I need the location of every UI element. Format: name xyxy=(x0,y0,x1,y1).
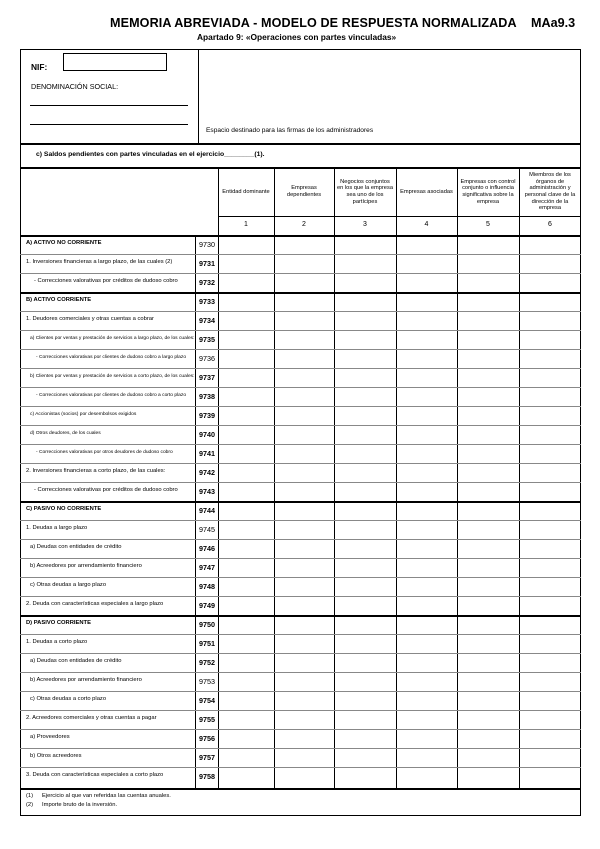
row-label: 1. Deudas a corto plazo xyxy=(26,639,88,646)
input-cell[interactable] xyxy=(219,445,274,463)
input-cell[interactable] xyxy=(458,616,519,634)
input-cell[interactable] xyxy=(397,312,457,330)
header-divider xyxy=(218,216,581,217)
input-cell[interactable] xyxy=(219,559,274,577)
denominacion-line-1[interactable] xyxy=(30,105,188,106)
input-cell[interactable] xyxy=(520,350,581,368)
input-cell[interactable] xyxy=(275,255,334,273)
input-cell[interactable] xyxy=(458,711,519,729)
input-cell[interactable] xyxy=(275,597,334,615)
input-cell[interactable] xyxy=(397,426,457,444)
row-code: 9737 xyxy=(199,373,215,382)
input-cell[interactable] xyxy=(397,236,457,254)
input-cell[interactable] xyxy=(219,350,274,368)
input-cell[interactable] xyxy=(458,635,519,653)
input-cell[interactable] xyxy=(397,388,457,406)
note-1-text: Ejercicio al que van referidas las cuentas anuales. xyxy=(42,793,171,799)
row-label: 2. Deuda con características especiales a largo plazo xyxy=(26,601,164,608)
row-label: - Correcciones valorativas por créditos de dudoso cobro xyxy=(34,278,178,285)
row-code: 9743 xyxy=(199,487,215,496)
input-cell[interactable] xyxy=(335,388,396,406)
input-cell[interactable] xyxy=(275,312,334,330)
row-code: 9731 xyxy=(199,259,215,268)
input-cell[interactable] xyxy=(335,293,396,311)
input-cell[interactable] xyxy=(520,255,581,273)
row-code: 9748 xyxy=(199,582,215,591)
row-label: A) ACTIVO NO CORRIENTE xyxy=(26,240,102,247)
row-label: d) Otros deudores, de los cuales xyxy=(30,430,101,436)
form-code: MAa9.3 xyxy=(531,16,576,30)
input-cell[interactable] xyxy=(335,730,396,748)
input-cell[interactable] xyxy=(458,445,519,463)
input-cell[interactable] xyxy=(397,293,457,311)
input-cell[interactable] xyxy=(275,236,334,254)
input-cell[interactable] xyxy=(219,255,274,273)
input-cell[interactable] xyxy=(458,521,519,539)
row-label: b) Clientes por ventas y prestación de servicios a corto plazo, de los cuales: xyxy=(30,373,195,379)
row-code: 9751 xyxy=(199,639,215,648)
row-label: 1. Deudores comerciales y otras cuentas a cobrar xyxy=(26,316,154,323)
row-label: a) Deudas con entidades de crédito xyxy=(30,544,122,551)
note-2-number: (2) xyxy=(26,802,34,808)
column-number-5: 5 xyxy=(486,221,490,228)
input-cell[interactable] xyxy=(275,293,334,311)
input-cell[interactable] xyxy=(219,521,274,539)
form-subtitle: Apartado 9: «Operaciones con partes vinculadas» xyxy=(197,32,397,42)
column-header-6: Miembros de los órganos de administración y personal clave de la dirección de la empresa xyxy=(524,172,576,212)
input-cell[interactable] xyxy=(219,730,274,748)
note-1-number: (1) xyxy=(26,793,34,799)
input-cell[interactable] xyxy=(275,464,334,482)
input-cell[interactable] xyxy=(458,426,519,444)
row-code: 9742 xyxy=(199,468,215,477)
row-code: 9739 xyxy=(199,411,215,420)
row-code: 9753 xyxy=(199,677,215,686)
input-cell[interactable] xyxy=(458,654,519,672)
row-code: 9745 xyxy=(199,525,215,534)
column-number-2: 2 xyxy=(302,221,306,228)
input-cell[interactable] xyxy=(219,274,274,292)
row-code: 9750 xyxy=(199,620,215,629)
row-label: - Correcciones valorativas por créditos de dudoso cobro xyxy=(34,487,178,494)
input-cell[interactable] xyxy=(335,236,396,254)
input-cell[interactable] xyxy=(219,483,274,501)
column-number-1: 1 xyxy=(244,221,248,228)
input-cell[interactable] xyxy=(275,274,334,292)
input-cell[interactable] xyxy=(219,654,274,672)
row-label: - Correcciones valorativas por clientes de dudoso cobro a corto plazo xyxy=(36,392,187,398)
input-cell[interactable] xyxy=(520,502,581,520)
input-cell[interactable] xyxy=(335,255,396,273)
input-cell[interactable] xyxy=(458,236,519,254)
note-2-text: Importe bruto de la inversión. xyxy=(42,802,118,808)
row-label: b) Acreedores por arrendamiento financiero xyxy=(30,563,142,570)
input-cell[interactable] xyxy=(335,426,396,444)
input-cell[interactable] xyxy=(275,578,334,596)
input-cell[interactable] xyxy=(335,521,396,539)
row-label: a) Clientes por ventas y prestación de servicios a largo plazo, de los cuales: xyxy=(30,335,195,341)
row-code: 9738 xyxy=(199,392,215,401)
input-cell[interactable] xyxy=(275,521,334,539)
row-label: a) Proveedores xyxy=(30,734,70,741)
input-cell[interactable] xyxy=(520,559,581,577)
section-title: c) Saldos pendientes con partes vinculadas en el ejercicio________(1). xyxy=(36,151,265,158)
input-cell[interactable] xyxy=(458,483,519,501)
input-cell[interactable] xyxy=(520,768,581,786)
input-cell[interactable] xyxy=(397,692,457,710)
input-cell[interactable] xyxy=(219,407,274,425)
input-cell[interactable] xyxy=(335,274,396,292)
input-cell[interactable] xyxy=(458,274,519,292)
input-cell[interactable] xyxy=(520,426,581,444)
input-cell[interactable] xyxy=(219,388,274,406)
row-code: 9755 xyxy=(199,715,215,724)
input-cell[interactable] xyxy=(335,616,396,634)
input-cell[interactable] xyxy=(275,483,334,501)
input-cell[interactable] xyxy=(458,255,519,273)
input-cell[interactable] xyxy=(397,559,457,577)
input-cell[interactable] xyxy=(458,388,519,406)
input-cell[interactable] xyxy=(335,654,396,672)
row-label: D) PASIVO CORRIENTE xyxy=(26,620,91,627)
input-cell[interactable] xyxy=(520,445,581,463)
column-header-5: Empresas con control conjunto o influencia significativa sobre la empresa xyxy=(460,178,516,205)
input-cell[interactable] xyxy=(219,673,274,691)
input-cell[interactable] xyxy=(397,673,457,691)
input-cell[interactable] xyxy=(219,502,274,520)
row-label: c) Otras deudas a corto plazo xyxy=(30,696,107,703)
input-cell[interactable] xyxy=(397,749,457,767)
input-cell[interactable] xyxy=(397,578,457,596)
input-cell[interactable] xyxy=(335,673,396,691)
input-cell[interactable] xyxy=(335,312,396,330)
column-number-3: 3 xyxy=(363,221,367,228)
column-number-6: 6 xyxy=(548,221,552,228)
input-cell[interactable] xyxy=(520,692,581,710)
row-code: 9732 xyxy=(199,278,215,287)
input-cell[interactable] xyxy=(275,711,334,729)
input-cell[interactable] xyxy=(275,388,334,406)
row-label: b) Otros acreedores xyxy=(30,753,82,760)
input-cell[interactable] xyxy=(397,274,457,292)
input-cell[interactable] xyxy=(219,331,274,349)
input-cell[interactable] xyxy=(219,768,274,786)
input-cell[interactable] xyxy=(458,369,519,387)
denominacion-line-2[interactable] xyxy=(30,124,188,125)
input-cell[interactable] xyxy=(520,578,581,596)
input-cell[interactable] xyxy=(397,597,457,615)
input-cell[interactable] xyxy=(275,426,334,444)
input-cell[interactable] xyxy=(458,464,519,482)
input-cell[interactable] xyxy=(335,464,396,482)
input-cell[interactable] xyxy=(397,350,457,368)
column-header-1: Entidad dominante xyxy=(222,188,270,195)
input-cell[interactable] xyxy=(219,540,274,558)
input-cell[interactable] xyxy=(275,502,334,520)
column-header-3: Negocios conjuntos en los que la empresa sea uno de los partícipes xyxy=(337,178,393,205)
input-cell[interactable] xyxy=(520,749,581,767)
input-cell[interactable] xyxy=(458,502,519,520)
input-cell[interactable] xyxy=(520,293,581,311)
input-cell[interactable] xyxy=(335,749,396,767)
input-cell[interactable] xyxy=(335,692,396,710)
input-cell[interactable] xyxy=(219,749,274,767)
row-label: a) Deudas con entidades de crédito xyxy=(30,658,122,665)
input-cell[interactable] xyxy=(335,540,396,558)
input-cell[interactable] xyxy=(275,654,334,672)
row-code: 9734 xyxy=(199,316,215,325)
row-code: 9740 xyxy=(199,430,215,439)
input-cell[interactable] xyxy=(275,445,334,463)
input-cell[interactable] xyxy=(275,331,334,349)
row-code: 9741 xyxy=(199,449,215,458)
input-cell[interactable] xyxy=(335,407,396,425)
row-label: 1. Inversiones financieras a largo plazo, de las cuales (2) xyxy=(26,259,173,266)
input-cell[interactable] xyxy=(219,312,274,330)
input-cell[interactable] xyxy=(275,749,334,767)
input-cell[interactable] xyxy=(335,768,396,786)
row-code: 9747 xyxy=(199,563,215,572)
input-cell[interactable] xyxy=(458,559,519,577)
row-code: 9749 xyxy=(199,601,215,610)
input-cell[interactable] xyxy=(397,464,457,482)
input-cell[interactable] xyxy=(219,692,274,710)
input-cell[interactable] xyxy=(275,369,334,387)
input-cell[interactable] xyxy=(275,350,334,368)
input-cell[interactable] xyxy=(397,616,457,634)
input-cell[interactable] xyxy=(275,616,334,634)
row-code: 9733 xyxy=(199,297,215,306)
input-cell[interactable] xyxy=(397,331,457,349)
input-cell[interactable] xyxy=(335,369,396,387)
input-cell[interactable] xyxy=(219,578,274,596)
input-cell[interactable] xyxy=(397,445,457,463)
input-cell[interactable] xyxy=(458,768,519,786)
input-cell[interactable] xyxy=(458,312,519,330)
input-cell[interactable] xyxy=(520,673,581,691)
nif-label: NIF: xyxy=(31,62,48,72)
input-cell[interactable] xyxy=(219,426,274,444)
input-cell[interactable] xyxy=(520,711,581,729)
row-label: 1. Deudas a largo plazo xyxy=(26,525,88,532)
input-cell[interactable] xyxy=(397,711,457,729)
input-cell[interactable] xyxy=(275,692,334,710)
input-cell[interactable] xyxy=(335,502,396,520)
input-cell[interactable] xyxy=(397,255,457,273)
denominacion-label: DENOMINACIÓN SOCIAL: xyxy=(31,82,119,91)
input-cell[interactable] xyxy=(458,407,519,425)
input-cell[interactable] xyxy=(458,749,519,767)
identification-divider xyxy=(198,49,199,144)
input-cell[interactable] xyxy=(275,540,334,558)
input-cell[interactable] xyxy=(520,388,581,406)
form-title: MEMORIA ABREVIADA - MODELO DE RESPUESTA NORMALIZADA xyxy=(110,16,517,30)
input-cell[interactable] xyxy=(335,559,396,577)
input-cell[interactable] xyxy=(520,483,581,501)
input-cell[interactable] xyxy=(275,673,334,691)
input-cell[interactable] xyxy=(520,331,581,349)
input-cell[interactable] xyxy=(397,654,457,672)
input-cell[interactable] xyxy=(397,369,457,387)
column-number-4: 4 xyxy=(424,221,429,228)
input-cell[interactable] xyxy=(335,578,396,596)
row-code: 9735 xyxy=(199,335,215,344)
input-cell[interactable] xyxy=(520,635,581,653)
input-cell[interactable] xyxy=(520,312,581,330)
input-cell[interactable] xyxy=(397,768,457,786)
input-cell[interactable] xyxy=(520,369,581,387)
row-label: 2. Acreedores comerciales y otras cuentas a pagar xyxy=(26,715,157,722)
input-cell[interactable] xyxy=(397,483,457,501)
input-cell[interactable] xyxy=(520,616,581,634)
input-cell[interactable] xyxy=(397,635,457,653)
input-cell[interactable] xyxy=(335,445,396,463)
input-cell[interactable] xyxy=(397,540,457,558)
row-label: c) Accionistas (socios) por desembolsos exigidos xyxy=(30,411,137,417)
signature-space-label: Espacio destinado para las firmas de los administradores xyxy=(206,127,374,134)
row-code: 9756 xyxy=(199,734,215,743)
input-cell[interactable] xyxy=(458,673,519,691)
row-label: - Correcciones valorativas por otros deudores de dudoso cobro xyxy=(36,449,173,455)
input-cell[interactable] xyxy=(458,331,519,349)
row-code: 9730 xyxy=(199,240,215,249)
input-cell[interactable] xyxy=(458,293,519,311)
input-cell[interactable] xyxy=(397,730,457,748)
input-cell[interactable] xyxy=(335,711,396,729)
input-cell[interactable] xyxy=(520,654,581,672)
input-cell[interactable] xyxy=(275,635,334,653)
column-header-4: Empresas asociadas xyxy=(400,188,453,195)
row-label: C) PASIVO NO CORRIENTE xyxy=(26,506,102,513)
row-code: 9736 xyxy=(199,354,215,363)
input-cell[interactable] xyxy=(520,730,581,748)
input-cell[interactable] xyxy=(520,236,581,254)
input-cell[interactable] xyxy=(335,331,396,349)
input-cell[interactable] xyxy=(335,483,396,501)
row-code: 9754 xyxy=(199,696,215,705)
input-cell[interactable] xyxy=(219,597,274,615)
input-cell[interactable] xyxy=(458,597,519,615)
input-cell[interactable] xyxy=(458,730,519,748)
input-cell[interactable] xyxy=(458,540,519,558)
nif-field[interactable] xyxy=(63,53,167,71)
input-cell[interactable] xyxy=(458,350,519,368)
row-code: 9757 xyxy=(199,753,215,762)
row-code: 9746 xyxy=(199,544,215,553)
column-header-2: Empresas dependientes xyxy=(286,185,322,198)
input-cell[interactable] xyxy=(219,464,274,482)
row-label: - Correcciones valorativas por clientes de dudoso cobro a largo plazo xyxy=(36,354,187,360)
input-cell[interactable] xyxy=(520,407,581,425)
row-label: 3. Deuda con características especiales a corto plazo xyxy=(26,772,164,779)
input-cell[interactable] xyxy=(335,597,396,615)
row-label: b) Acreedores por arrendamiento financiero xyxy=(30,677,142,684)
input-cell[interactable] xyxy=(520,274,581,292)
input-cell[interactable] xyxy=(219,236,274,254)
row-label: 2. Inversiones financieras a corto plazo, de las cuales: xyxy=(26,468,166,475)
input-cell[interactable] xyxy=(520,521,581,539)
input-cell[interactable] xyxy=(219,711,274,729)
input-cell[interactable] xyxy=(397,407,457,425)
input-cell[interactable] xyxy=(458,692,519,710)
input-cell[interactable] xyxy=(219,293,274,311)
input-cell[interactable] xyxy=(275,730,334,748)
row-label: c) Otras deudas a largo plazo xyxy=(30,582,107,589)
input-cell[interactable] xyxy=(335,350,396,368)
input-cell[interactable] xyxy=(397,502,457,520)
row-label: B) ACTIVO CORRIENTE xyxy=(26,297,92,304)
row-code: 9758 xyxy=(199,772,215,781)
input-cell[interactable] xyxy=(219,369,274,387)
input-cell[interactable] xyxy=(397,521,457,539)
input-cell[interactable] xyxy=(520,464,581,482)
row-code: 9752 xyxy=(199,658,215,667)
input-cell[interactable] xyxy=(335,635,396,653)
input-cell[interactable] xyxy=(219,635,274,653)
input-cell[interactable] xyxy=(520,597,581,615)
input-cell[interactable] xyxy=(275,768,334,786)
row-code: 9744 xyxy=(199,506,215,515)
input-cell[interactable] xyxy=(458,578,519,596)
input-cell[interactable] xyxy=(275,407,334,425)
input-cell[interactable] xyxy=(520,540,581,558)
input-cell[interactable] xyxy=(219,616,274,634)
input-cell[interactable] xyxy=(275,559,334,577)
